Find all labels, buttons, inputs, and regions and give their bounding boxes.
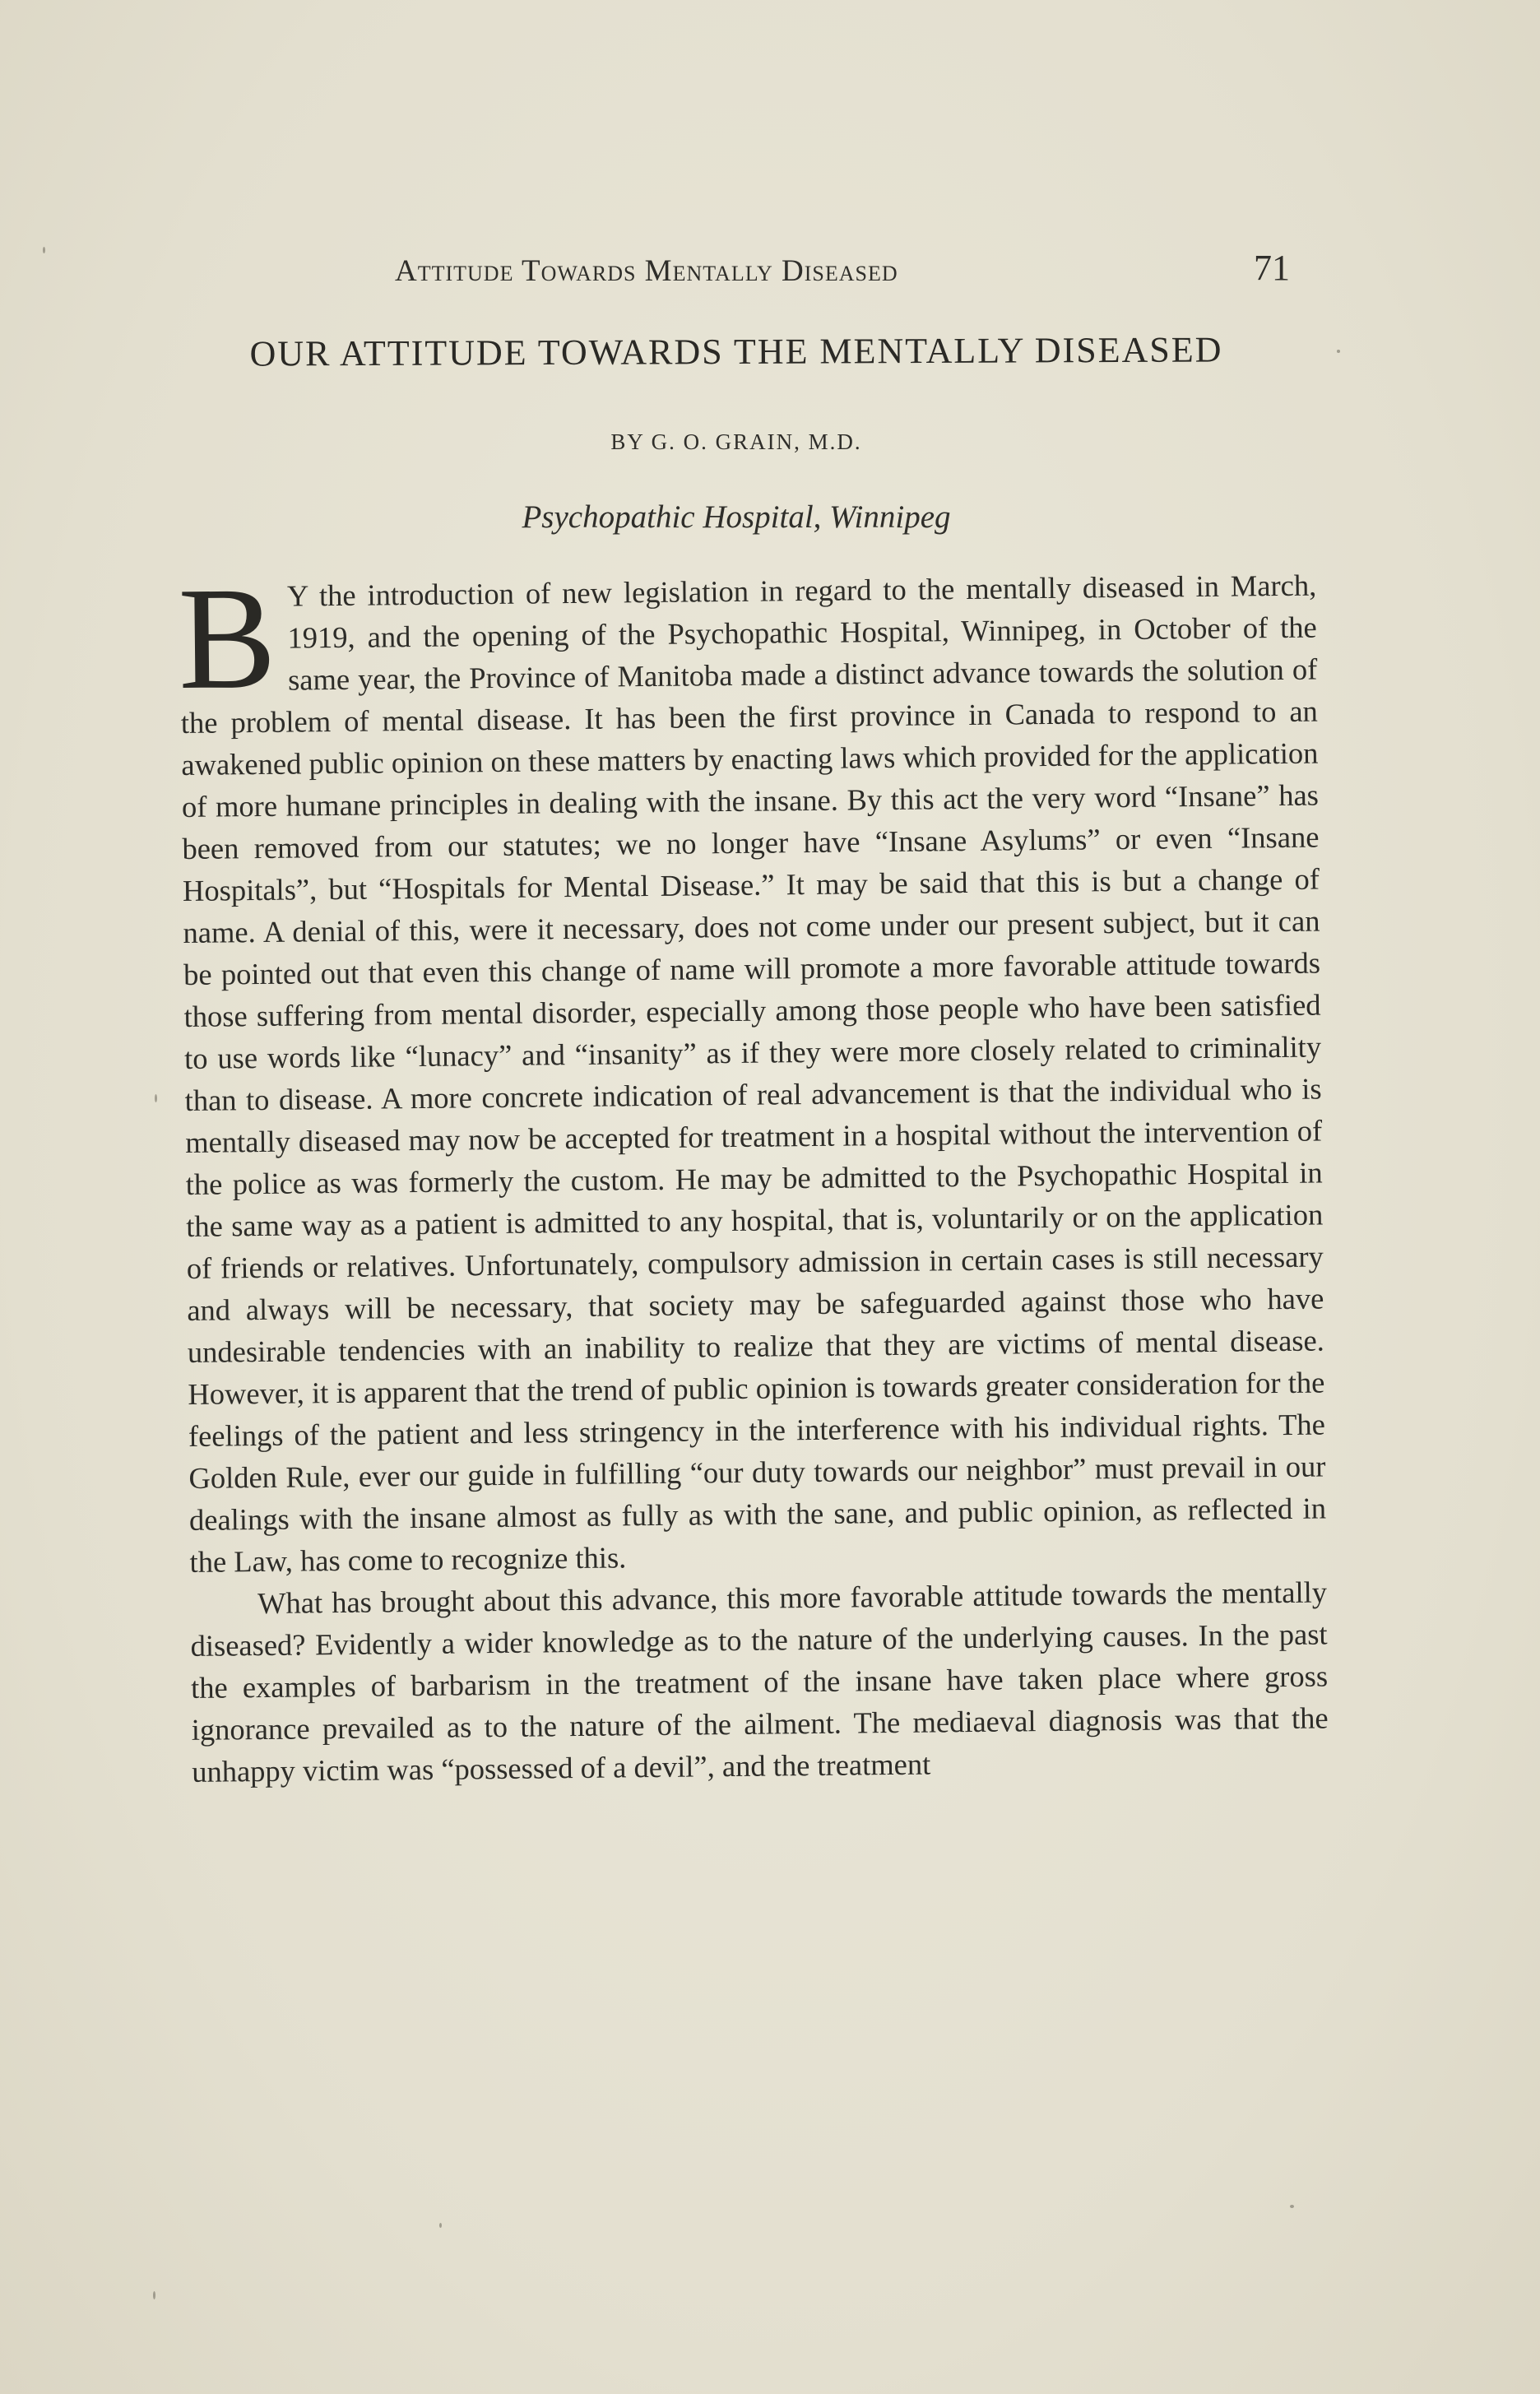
scan-speck: [439, 2223, 442, 2228]
scan-speck: [1290, 2205, 1294, 2208]
drop-cap: B: [177, 555, 277, 721]
first-word: Y: [286, 578, 308, 613]
author-byline: BY G. O. GRAIN, M.D.: [610, 429, 862, 454]
running-head: [179, 247, 1290, 296]
scan-speck: [1337, 350, 1340, 353]
running-title: Attitude Towards Mentally Diseased: [395, 254, 898, 288]
scan-speck: [155, 1094, 157, 1102]
author-affiliation: Psychopathic Hospital, Winnipeg: [522, 499, 951, 535]
article-title: OUR ATTITUDE TOWARDS THE MENTALLY DISEASED: [249, 329, 1223, 374]
paragraph-1-text: the introduction of new legislation in regard to the mentally diseased in March, 1919, and the opening of the Psychopathic Hospital, Winnipeg, in October of the same year, the Province of Manitoba made a distinct advance towards the solution of the problem of mental disease. It has been the first province in Canada to respond to an awakened public opinion on these matters by enacting laws which provided for the application of more humane principles in dealing with the insane. By this act the very word “Insane” has been removed from our statutes; we no longer have “Insane Asylums” or even “Insane Hospitals”, but “Hospitals for Mental Disease.” It may be said that this is but a change of name. A denial of this, were it necessary, does not come under our present subject, but it can be pointed out that even this change of name will promote a more favorable attitude towards those suffering from mental disorder, especially among those people who have been satisfied to use words like “lunacy” and “insanity” as if they were more closely related to criminality than to disease. A more concrete indication of real advancement is that the individual who is mentally diseased may now be accepted for treatment in a hospital without the intervention of the police as was formerly the custom. He may be admitted to the Psychopathic Hospital in the same way as a patient is admitted to any hospital, that is, voluntarily or on the application of friends or relatives. Unfortunately, compulsory admission in certain cases is still necessary and always will be necessary, that society may be safeguarded against those who have undesirable tendencies with an inability to realize that they are victims of mental disease. However, it is apparent that the trend of public opinion is towards greater consideration for the feelings of the patient and less stringency in the interference with his individual rights. The Golden Rule, ever our guide in fulfilling “our duty towards our neighbor” must prevail in our dealings with the insane almost as fully as with the sane, and public opinion, as reflected in the Law, has come to recognize this.: [180, 568, 1327, 1579]
scan-speck: [43, 247, 45, 253]
paragraph-1: [177, 555, 1327, 1583]
page-number: 71: [1254, 248, 1290, 288]
paragraph-2: What has brought about this advance, this more favorable attitude towards the mentally diseased? Evidently a wider knowledge as to the nature of the underlying causes. In the past the examples of barbarism in the treatment of the insane have taken place where gross ignorance prevailed as to the nature of the ailment. The mediaeval diagnosis was that the unhappy victim was “possessed of a devil”, and the treatment: [190, 1575, 1329, 1789]
scan-speck: [153, 2291, 155, 2299]
article-body: [177, 555, 1329, 1793]
